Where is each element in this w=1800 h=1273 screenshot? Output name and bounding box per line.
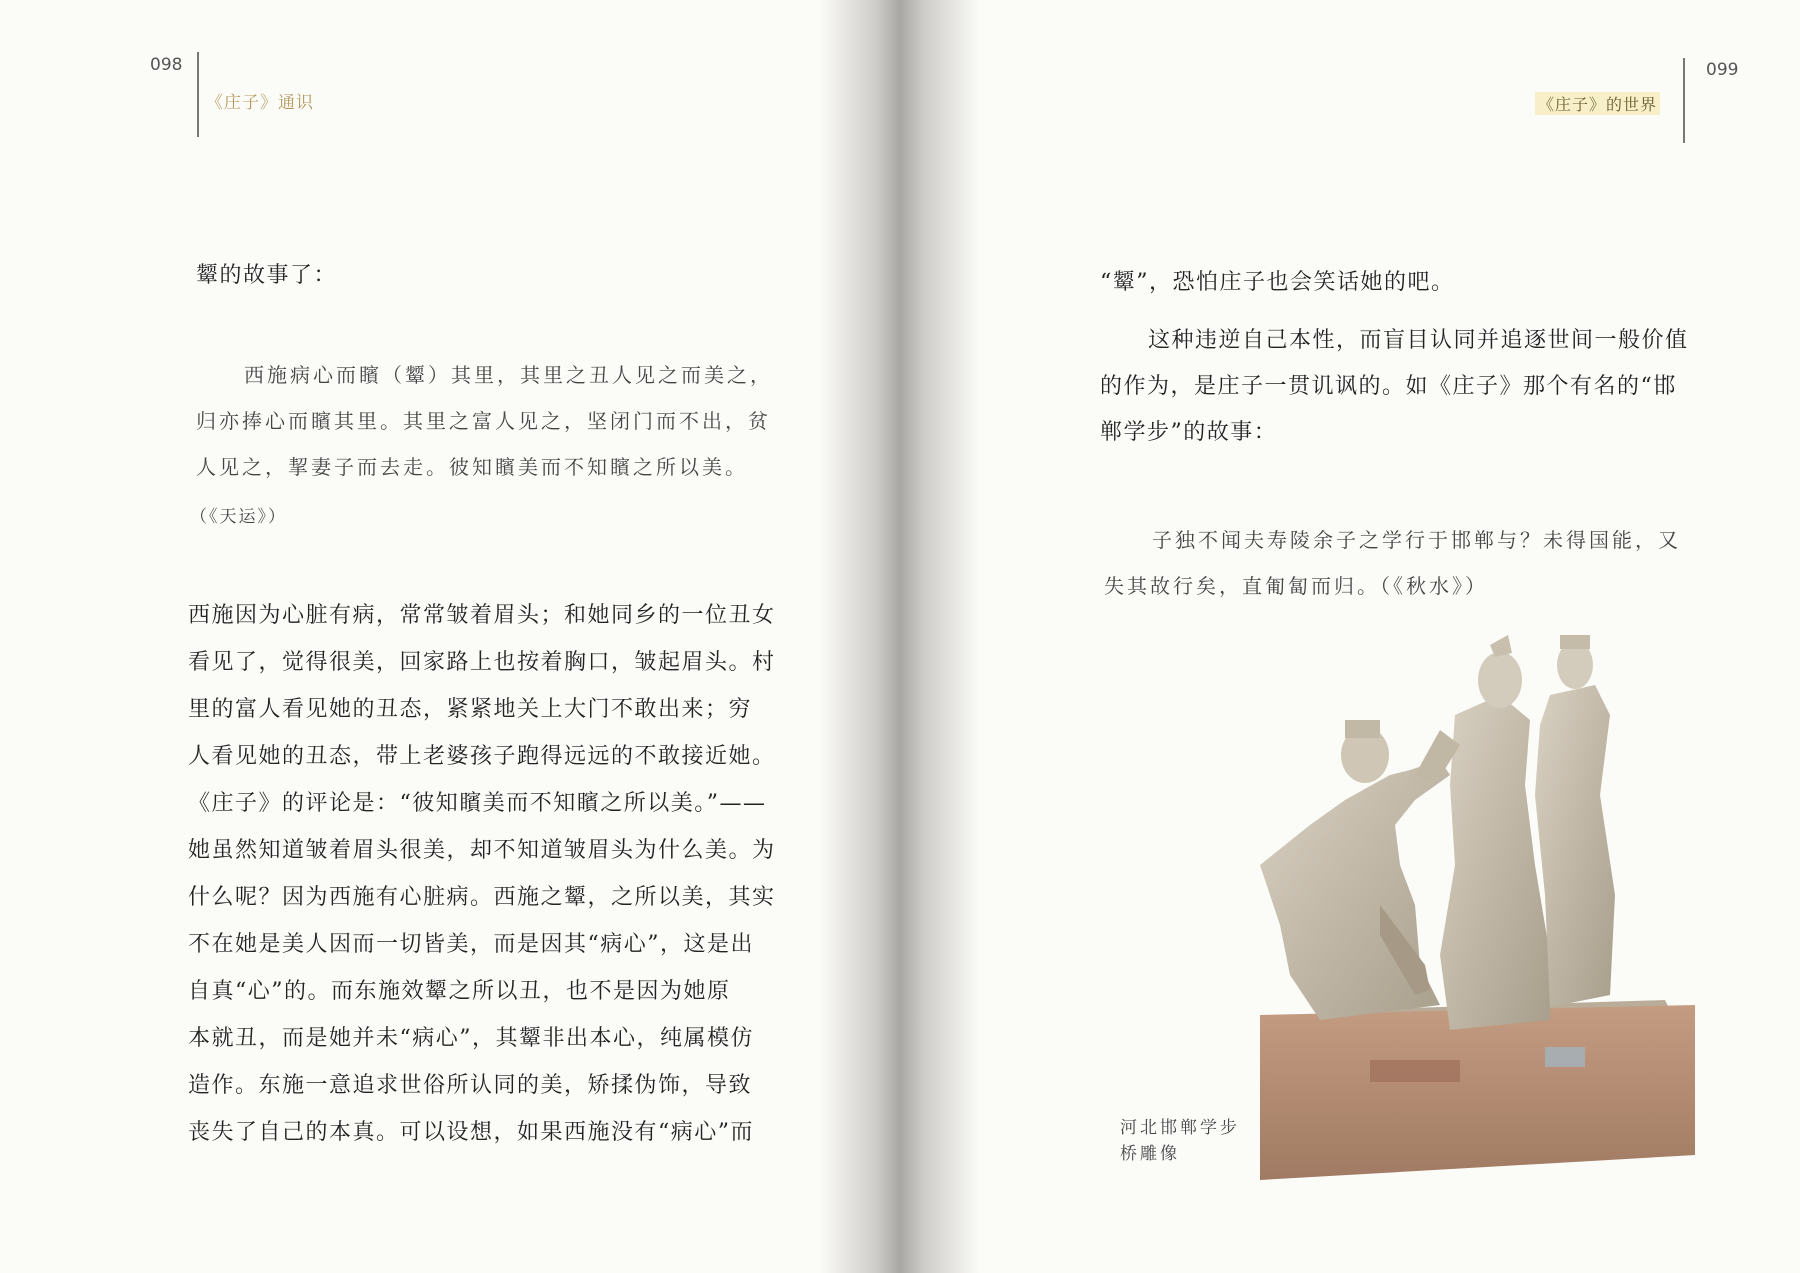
right-running-head: 《庄子》的世界 (1535, 92, 1660, 115)
left-page-number: 098 (150, 55, 183, 75)
quote-line: 失其故行矣，直匍匐而归。（《秋水》） (1104, 574, 1488, 598)
body-line: “颦”，恐怕庄子也会笑话她的吧。 (1100, 270, 1455, 295)
body-line: 人看见她的丑态，带上老婆孩子跑得远远的不敢接近她。 (188, 744, 776, 769)
left-header-rule (197, 52, 199, 137)
left-quote-source: （《天运》） (190, 507, 287, 527)
pedestal-inscription-plaque (1370, 1060, 1460, 1082)
book-gutter (820, 0, 980, 1273)
statue-hat-right (1560, 635, 1590, 649)
body-line: 的作为，是庄子一贯讥讽的。如《庄子》那个有名的“邯 (1100, 374, 1677, 399)
quote-line: 子独不闻夫寿陵余子之学行于邯郸与？未得国能，又 (1152, 528, 1681, 552)
body-line: 《庄子》的评论是：“彼知矉美而不知矉之所以美。”—— (188, 791, 767, 816)
body-line: 什么呢？因为西施有心脏病。西施之颦，之所以美，其实 (188, 885, 776, 910)
left-running-head: 《庄子》通识 (206, 93, 314, 113)
body-line: 她虽然知道皱着眉头很美，却不知道皱眉头为什么美。为 (188, 838, 776, 863)
right-quote (1104, 517, 1681, 609)
body-line: 这种违逆自己本性，而盲目认同并追逐世间一般价值 (1148, 328, 1689, 353)
sculpture-photo (1250, 635, 1695, 1195)
quote-line: 人见之，挈妻子而去走。彼知矉美而不知矉之所以美。 (196, 455, 748, 479)
right-body-text (1100, 260, 1689, 456)
body-line: 里的富人看见她的丑态，紧紧地关上大门不敢出来；穷 (188, 697, 753, 722)
body-line: 本就丑，而是她并未“病心”，其颦非出本心，纯属模仿 (188, 1026, 754, 1051)
right-header-rule (1683, 58, 1685, 143)
left-quote (196, 352, 773, 490)
caption-line: 河北邯郸学步 (1120, 1118, 1240, 1138)
body-line: 西施因为心脏有病，常常皱着眉头；和她同乡的一位丑女 (188, 603, 776, 628)
statue-hat-left (1345, 720, 1380, 738)
statue-head-center (1478, 652, 1522, 708)
body-line: 不在她是美人因而一切皆美，而是因其“病心”，这是出 (188, 932, 754, 957)
body-line: 丧失了自己的本真。可以设想，如果西施没有“病心”而 (188, 1120, 754, 1145)
body-line: 郸学步”的故事： (1100, 420, 1278, 445)
body-line: 自真“心”的。而东施效颦之所以丑，也不是因为她原 (188, 979, 731, 1004)
caption-line: 桥雕像 (1120, 1144, 1180, 1164)
quote-line: 西施病心而矉（颦）其里，其里之丑人见之而美之， (244, 363, 773, 387)
pedestal-sign (1545, 1047, 1585, 1067)
right-page-number: 099 (1706, 60, 1739, 80)
body-line: 看见了，觉得很美，回家路上也按着胸口，皱起眉头。村 (188, 650, 776, 675)
left-body-text (188, 592, 776, 1156)
left-intro-text: 颦的故事了： (196, 263, 338, 288)
quote-line: 归亦捧心而矉其里。其里之富人见之，坚闭门而不出，贫 (196, 409, 771, 433)
statue-pedestal (1260, 1005, 1695, 1180)
body-line: 造作。东施一意追求世俗所认同的美，矫揉伪饰，导致 (188, 1073, 753, 1098)
photo-caption (1120, 1115, 1240, 1167)
